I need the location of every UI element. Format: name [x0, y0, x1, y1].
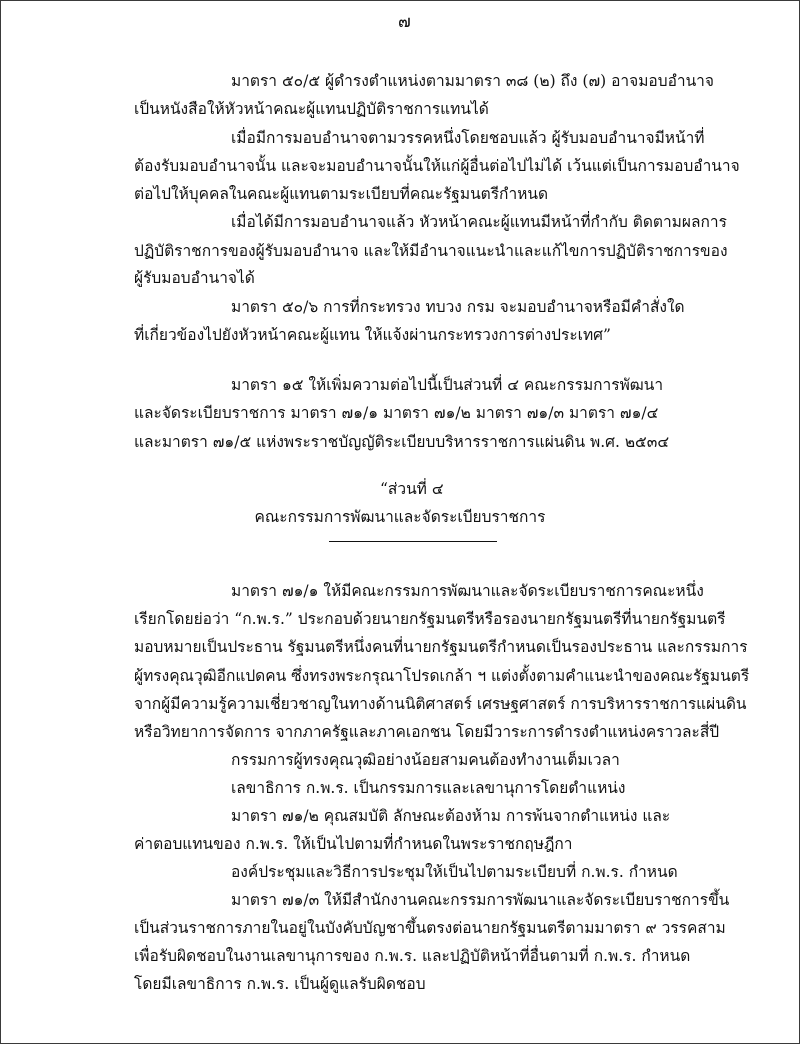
paragraph-line: เป็นหนังสือให้หัวหน้าคณะผู้แทนปฏิบัติราชการแทนได้ — [134, 100, 489, 118]
heading-underline — [329, 541, 497, 542]
paragraph-line: เลขาธิการ ก.พ.ร. เป็นกรรมการและเลขานุการโดยตำแหน่ง — [231, 779, 626, 797]
section-part-heading: “ส่วนที่ ๔ — [380, 480, 444, 498]
paragraph-line: เมื่อได้มีการมอบอำนาจแล้ว หัวหน้าคณะผู้แทนมีหน้าที่กำกับ ติดตามผลการ — [231, 213, 727, 231]
paragraph-line: ค่าตอบแทนของ ก.พ.ร. ให้เป็นไปตามที่กำหนดในพระราชกฤษฎีกา — [134, 835, 573, 853]
paragraph-line: จากผู้มีความรู้ความเชี่ยวชาญในทางด้านนิติศาสตร์ เศรษฐศาสตร์ การบริหารราชการแผ่นดิน — [134, 695, 747, 713]
paragraph-line: ปฏิบัติราชการของผู้รับมอบอำนาจ และให้มีอำนาจแนะนำและแก้ไขการปฏิบัติราชการของ — [134, 242, 728, 260]
paragraph-line: ต่อไปให้บุคคลในคณะผู้แทนตามระเบียบที่คณะรัฐมนตรีกำหนด — [134, 185, 549, 203]
paragraph-line: เมื่อมีการมอบอำนาจตามวรรคหนึ่งโดยชอบแล้ว ผู้รับมอบอำนาจมีหน้าที่ — [231, 129, 705, 147]
paragraph-line: มาตรา ๕๐/๖ การที่กระทรวง ทบวง กรม จะมอบอำนาจหรือมีคำสั่งใด — [231, 298, 685, 316]
paragraph-line: มาตรา ๗๑/๒ คุณสมบัติ ลักษณะต้องห้าม การพ้นจากตำแหน่ง และ — [231, 807, 671, 825]
section-title: คณะกรรมการพัฒนาและจัดระเบียบราชการ — [254, 508, 546, 526]
paragraph-line: มาตรา ๕๐/๕ ผู้ดำรงตำแหน่งตามมาตรา ๓๘ (๒) ถึง (๗) อาจมอบอำนาจ — [231, 72, 714, 90]
paragraph-line: หรือวิทยาการจัดการ จากภาครัฐและภาคเอกชน โดยมีวาระการดำรงตำแหน่งคราวละสี่ปี — [134, 723, 720, 741]
paragraph-line: ผู้ทรงคุณวุฒิอีกแปดคน ซึ่งทรงพระกรุณาโปรดเกล้า ฯ แต่งตั้งตามคำแนะนำของคณะรัฐมนตรี — [134, 667, 750, 685]
paragraph-line: มอบหมายเป็นประธาน รัฐมนตรีหนึ่งคนที่นายกรัฐมนตรีกำหนดเป็นรองประธาน และกรรมการ — [134, 638, 748, 656]
paragraph-line: เพื่อรับผิดชอบในงานเลขานุการของ ก.พ.ร. และปฏิบัติหน้าที่อื่นตามที่ ก.พ.ร. กำหนด — [134, 947, 691, 965]
paragraph-line: ผู้รับมอบอำนาจได้ — [134, 269, 255, 287]
paragraph-line: มาตรา ๗๑/๑ ให้มีคณะกรรมการพัฒนาและจัดระเบียบราชการคณะหนึ่ง — [231, 582, 704, 600]
paragraph-line: กรรมการผู้ทรงคุณวุฒิอย่างน้อยสามคนต้องทำงานเต็มเวลา — [231, 751, 620, 769]
paragraph-line: เป็นส่วนราชการภายในอยู่ในบังคับบัญชาขึ้นตรงต่อนายกรัฐมนตรีตามมาตรา ๙ วรรคสาม — [134, 919, 726, 937]
paragraph-line: เรียกโดยย่อว่า “ก.พ.ร.” ประกอบด้วยนายกรัฐมนตรีหรือรองนายกรัฐมนตรีที่นายกรัฐมนตรี — [134, 610, 726, 628]
paragraph-line: ที่เกี่ยวข้องไปยังหัวหน้าคณะผู้แทน ให้แจ้งผ่านกระทรวงการต่างประเทศ” — [134, 326, 611, 344]
paragraph-line: ต้องรับมอบอำนาจนั้น และจะมอบอำนาจนั้นให้แก่ผู้อื่นต่อไปไม่ได้ เว้นแต่เป็นการมอบอำนาจ — [134, 157, 740, 175]
paragraph-line: โดยมีเลขาธิการ ก.พ.ร. เป็นผู้ดูแลรับผิดชอบ — [134, 975, 426, 993]
paragraph-line: และจัดระเบียบราชการ มาตรา ๗๑/๑ มาตรา ๗๑/๒ มาตรา ๗๑/๓ มาตรา ๗๑/๔ — [134, 404, 659, 422]
paragraph-line: มาตรา ๑๕ ให้เพิ่มความต่อไปนี้เป็นส่วนที่ ๔ คณะกรรมการพัฒนา — [231, 376, 664, 394]
paragraph-line: องค์ประชุมและวิธีการประชุมให้เป็นไปตามระเบียบที่ ก.พ.ร. กำหนด — [231, 863, 678, 881]
paragraph-line: และมาตรา ๗๑/๕ แห่งพระราชบัญญัติระเบียบบริหารราชการแผ่นดิน พ.ศ. ๒๕๓๔ — [134, 433, 670, 451]
page-number: ๗ — [398, 12, 411, 32]
paragraph-line: มาตรา ๗๑/๓ ให้มีสำนักงานคณะกรรมการพัฒนาและจัดระเบียบราชการขึ้น — [231, 891, 730, 909]
